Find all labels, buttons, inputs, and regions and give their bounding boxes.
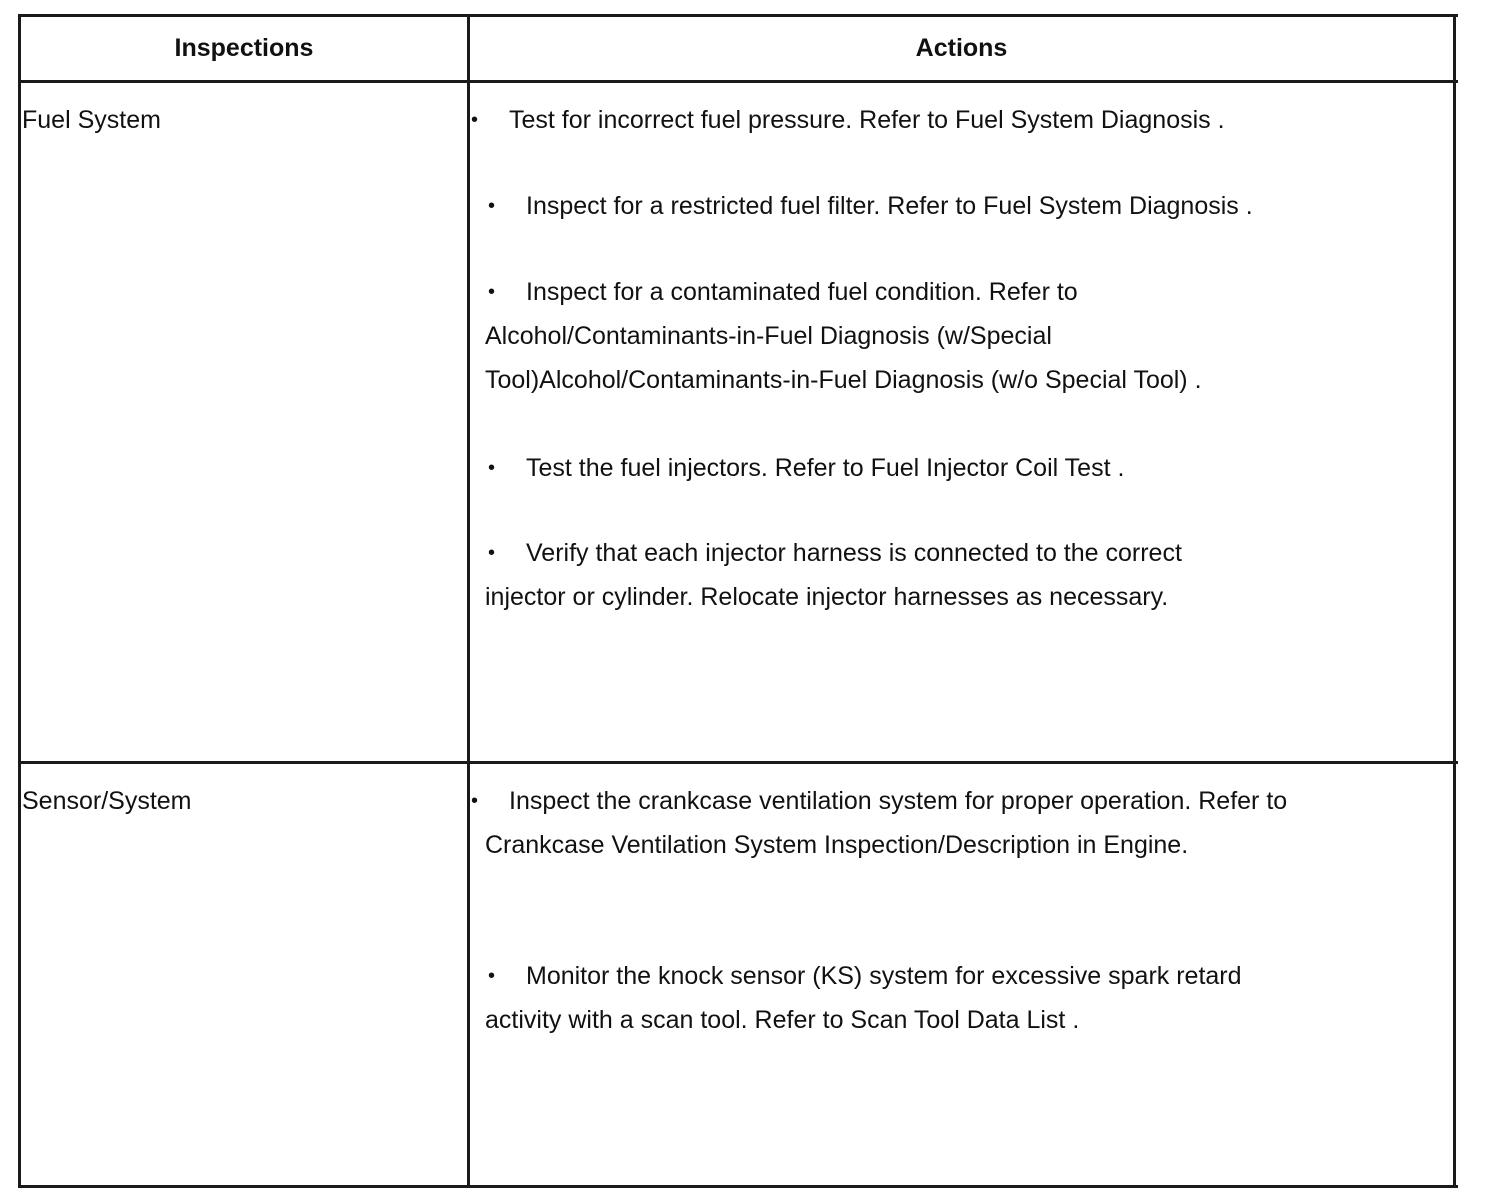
action-item — [509, 98, 1225, 142]
column-divider — [467, 14, 470, 1188]
row-category-fuel-system: Fuel System — [22, 106, 161, 134]
action-item — [485, 270, 1202, 402]
action-text-continued: injector or cylinder. Relocate injector harnesses as necessary. — [485, 583, 1169, 611]
bullet-icon: • — [471, 109, 479, 131]
header-inspections: Inspections — [174, 34, 314, 62]
row-category-sensor-system: Sensor/System — [22, 787, 192, 815]
action-text: Verify that each injector harness is connected to the correct — [526, 539, 1182, 567]
table-right-border — [1453, 14, 1456, 1188]
table-left-border — [18, 14, 21, 1188]
action-text-continued: Alcohol/Contaminants-in-Fuel Diagnosis (w/Special — [485, 322, 1052, 350]
action-item — [485, 531, 1182, 619]
action-text-continued: Crankcase Ventilation System Inspection/Description in Engine. — [485, 831, 1189, 859]
action-item — [526, 184, 1253, 228]
bullet-icon: • — [488, 457, 496, 479]
bullet-icon: • — [488, 281, 496, 303]
action-item — [485, 779, 1288, 867]
action-text-continued: activity with a scan tool. Refer to Scan Tool Data List . — [485, 1006, 1080, 1034]
bullet-icon: • — [471, 790, 479, 812]
bullet-icon: • — [488, 965, 496, 987]
action-item — [526, 446, 1124, 490]
header-bottom-border — [18, 80, 1458, 83]
action-text: Inspect the crankcase ventilation system for proper operation. Refer to — [509, 787, 1288, 815]
row-divider — [18, 761, 1458, 764]
bullet-icon: • — [488, 195, 496, 217]
bullet-icon: • — [488, 542, 496, 564]
table-bottom-border — [18, 1185, 1458, 1188]
action-text: Monitor the knock sensor (KS) system for excessive spark retard — [526, 962, 1242, 990]
header-actions: Actions — [915, 34, 1008, 62]
action-text-continued: Tool)Alcohol/Contaminants-in-Fuel Diagnosis (w/o Special Tool) . — [485, 366, 1202, 394]
action-text: Inspect for a contaminated fuel condition. Refer to — [526, 278, 1078, 306]
action-text: Test the fuel injectors. Refer to Fuel Injector Coil Test . — [526, 454, 1125, 482]
table-top-border — [18, 14, 1458, 17]
action-text: Test for incorrect fuel pressure. Refer to Fuel System Diagnosis . — [509, 106, 1225, 134]
action-item — [485, 954, 1242, 1042]
action-text: Inspect for a restricted fuel filter. Refer to Fuel System Diagnosis . — [526, 192, 1253, 220]
